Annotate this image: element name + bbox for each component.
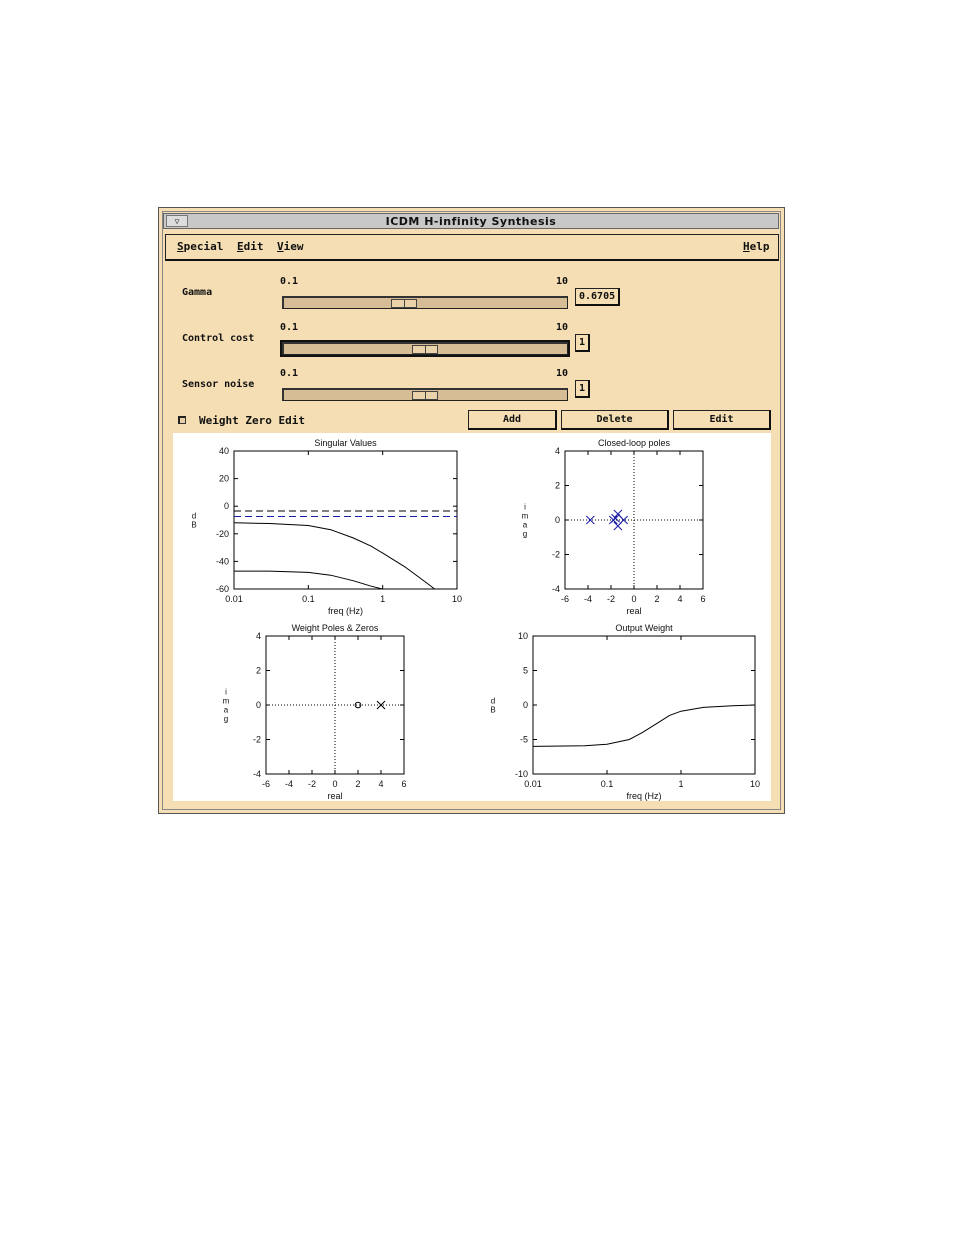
menu-edit-mnemonic: E (237, 240, 244, 253)
y-tick-label: 10 (517, 631, 528, 641)
chart-title: Weight Poles & Zeros (291, 623, 379, 633)
chart-ylabel-letter: B (191, 520, 197, 530)
chart-xlabel: real (327, 791, 343, 801)
menu-view[interactable] (277, 240, 304, 253)
chart-ylabel-letter: d (191, 511, 197, 521)
x-tick-label: 0.1 (302, 594, 315, 604)
x-tick-label: 1 (380, 594, 386, 604)
gamma-label: Gamma (182, 287, 213, 298)
y-tick-label: -10 (514, 769, 528, 779)
window-title: ICDM H-infinity Synthesis (385, 215, 557, 228)
pole-marker (586, 516, 594, 524)
x-tick-label: -6 (261, 779, 271, 789)
chart-ylabel-letter: a (223, 705, 229, 715)
chart-ylabel-letter: d (490, 696, 496, 706)
y-tick-label: 20 (218, 473, 229, 484)
y-tick-label: 0 (522, 700, 528, 710)
chart-title: Output Weight (615, 623, 673, 633)
x-tick-label: 0 (631, 594, 637, 604)
menu-special-mnemonic: S (177, 240, 184, 253)
series-line-0 (234, 523, 435, 589)
delete-button[interactable]: Delete (561, 410, 669, 430)
x-tick-label: 2 (654, 594, 660, 604)
sensor-noise-slider[interactable] (282, 388, 568, 401)
chart-xlabel: real (626, 606, 642, 616)
menu-bar (165, 234, 779, 261)
sensor-noise-max-label: 10 (556, 368, 569, 379)
y-tick-label: -20 (215, 528, 229, 539)
menu-view-mnemonic: V (277, 240, 284, 253)
menu-edit-label: dit (243, 240, 264, 253)
x-tick-label: 0 (332, 779, 338, 789)
x-tick-label: -4 (284, 779, 294, 789)
add-button[interactable]: Add (468, 410, 557, 430)
plot-area (173, 433, 771, 801)
x-tick-label: -6 (560, 594, 570, 604)
control-cost-label: Control cost (182, 333, 255, 344)
pole-marker (620, 516, 628, 524)
y-tick-label: -4 (551, 584, 560, 594)
menu-help-label: elp (749, 240, 770, 253)
sensor-noise-min-label: 0.1 (280, 368, 299, 379)
y-tick-label: 0 (554, 515, 560, 525)
chart-xlabel: freq (Hz) (626, 791, 662, 801)
x-tick-label: 4 (677, 594, 683, 604)
chart-ylabel-letter: a (522, 520, 528, 530)
y-tick-label: -5 (519, 734, 528, 745)
sensor-noise-label: Sensor noise (182, 379, 255, 390)
x-tick-label: -4 (583, 594, 593, 604)
x-tick-label: 6 (401, 779, 407, 789)
y-tick-label: -4 (252, 769, 261, 779)
y-tick-label: 5 (522, 665, 528, 676)
chart-ylabel-letter: g (522, 529, 528, 539)
y-tick-label: 0 (255, 700, 261, 710)
x-tick-label: -2 (307, 779, 317, 789)
gamma-slider[interactable] (282, 296, 568, 309)
menu-view-label: iew (283, 240, 304, 253)
chart-1 (522, 438, 706, 616)
y-tick-label: 2 (255, 665, 261, 676)
title-bar[interactable] (163, 213, 779, 229)
sensor-noise-value[interactable]: 1 (575, 380, 590, 398)
x-tick-label: 1 (678, 779, 684, 789)
chart-3 (490, 623, 760, 801)
x-tick-label: 10 (451, 594, 463, 604)
weight-zero-edit-checkbox[interactable] (178, 416, 186, 424)
plots-canvas (173, 433, 771, 801)
menu-edit[interactable] (237, 240, 264, 253)
chart-ylabel-letter: m (222, 696, 230, 706)
menu-help[interactable] (743, 240, 770, 253)
y-tick-label: 4 (255, 631, 261, 641)
y-tick-label: -40 (215, 556, 229, 567)
chart-ylabel-letter: i (524, 502, 526, 512)
gamma-value[interactable]: 0.6705 (575, 288, 620, 306)
y-tick-label: 4 (554, 446, 560, 456)
chart-ylabel-letter: B (490, 705, 496, 715)
chart-frame (533, 636, 755, 774)
gamma-max-label: 10 (556, 276, 569, 287)
chart-ylabel-letter: i (225, 687, 227, 697)
y-tick-label: -2 (252, 734, 261, 745)
chart-0 (191, 438, 462, 616)
y-tick-label: -60 (215, 584, 229, 594)
x-tick-label: 0.01 (524, 779, 542, 789)
gamma-slider-thumb[interactable] (391, 299, 417, 308)
control-cost-slider-thumb[interactable] (412, 345, 438, 354)
x-tick-label: -2 (606, 594, 616, 604)
triangle-down-icon[interactable]: ▽ (166, 215, 188, 227)
control-cost-slider[interactable] (282, 342, 568, 355)
pole-marker (612, 514, 620, 522)
x-tick-label: 0.01 (225, 594, 243, 604)
app-window (158, 207, 785, 814)
y-tick-label: -2 (551, 549, 560, 560)
menu-special-label: pecial (183, 240, 224, 253)
menu-help-mnemonic: H (743, 240, 750, 253)
chart-title: Closed-loop poles (597, 438, 671, 448)
y-tick-label: 2 (554, 480, 560, 491)
control-cost-value[interactable]: 1 (575, 334, 590, 352)
chart-frame (234, 451, 457, 589)
chart-2 (223, 623, 407, 801)
x-tick-label: 0.1 (600, 779, 614, 789)
x-tick-label: 6 (700, 594, 706, 604)
menu-special[interactable] (177, 240, 223, 253)
x-tick-label: 4 (378, 779, 384, 789)
control-cost-max-label: 10 (556, 322, 569, 333)
edit-button[interactable]: Edit (673, 410, 771, 430)
chart-ylabel-letter: m (521, 511, 529, 521)
chart-ylabel-letter: g (223, 714, 229, 724)
chart-title: Singular Values (314, 438, 377, 448)
y-tick-label: 40 (218, 446, 229, 456)
weight-zero-edit-label: Weight Zero Edit (199, 414, 305, 427)
gamma-min-label: 0.1 (280, 276, 299, 287)
x-tick-label: 10 (749, 779, 761, 789)
sensor-noise-slider-thumb[interactable] (412, 391, 438, 400)
x-tick-label: 2 (355, 779, 361, 789)
series-line-0 (533, 705, 755, 746)
chart-xlabel: freq (Hz) (327, 606, 364, 616)
control-cost-min-label: 0.1 (280, 322, 299, 333)
y-tick-label: 0 (223, 501, 229, 512)
